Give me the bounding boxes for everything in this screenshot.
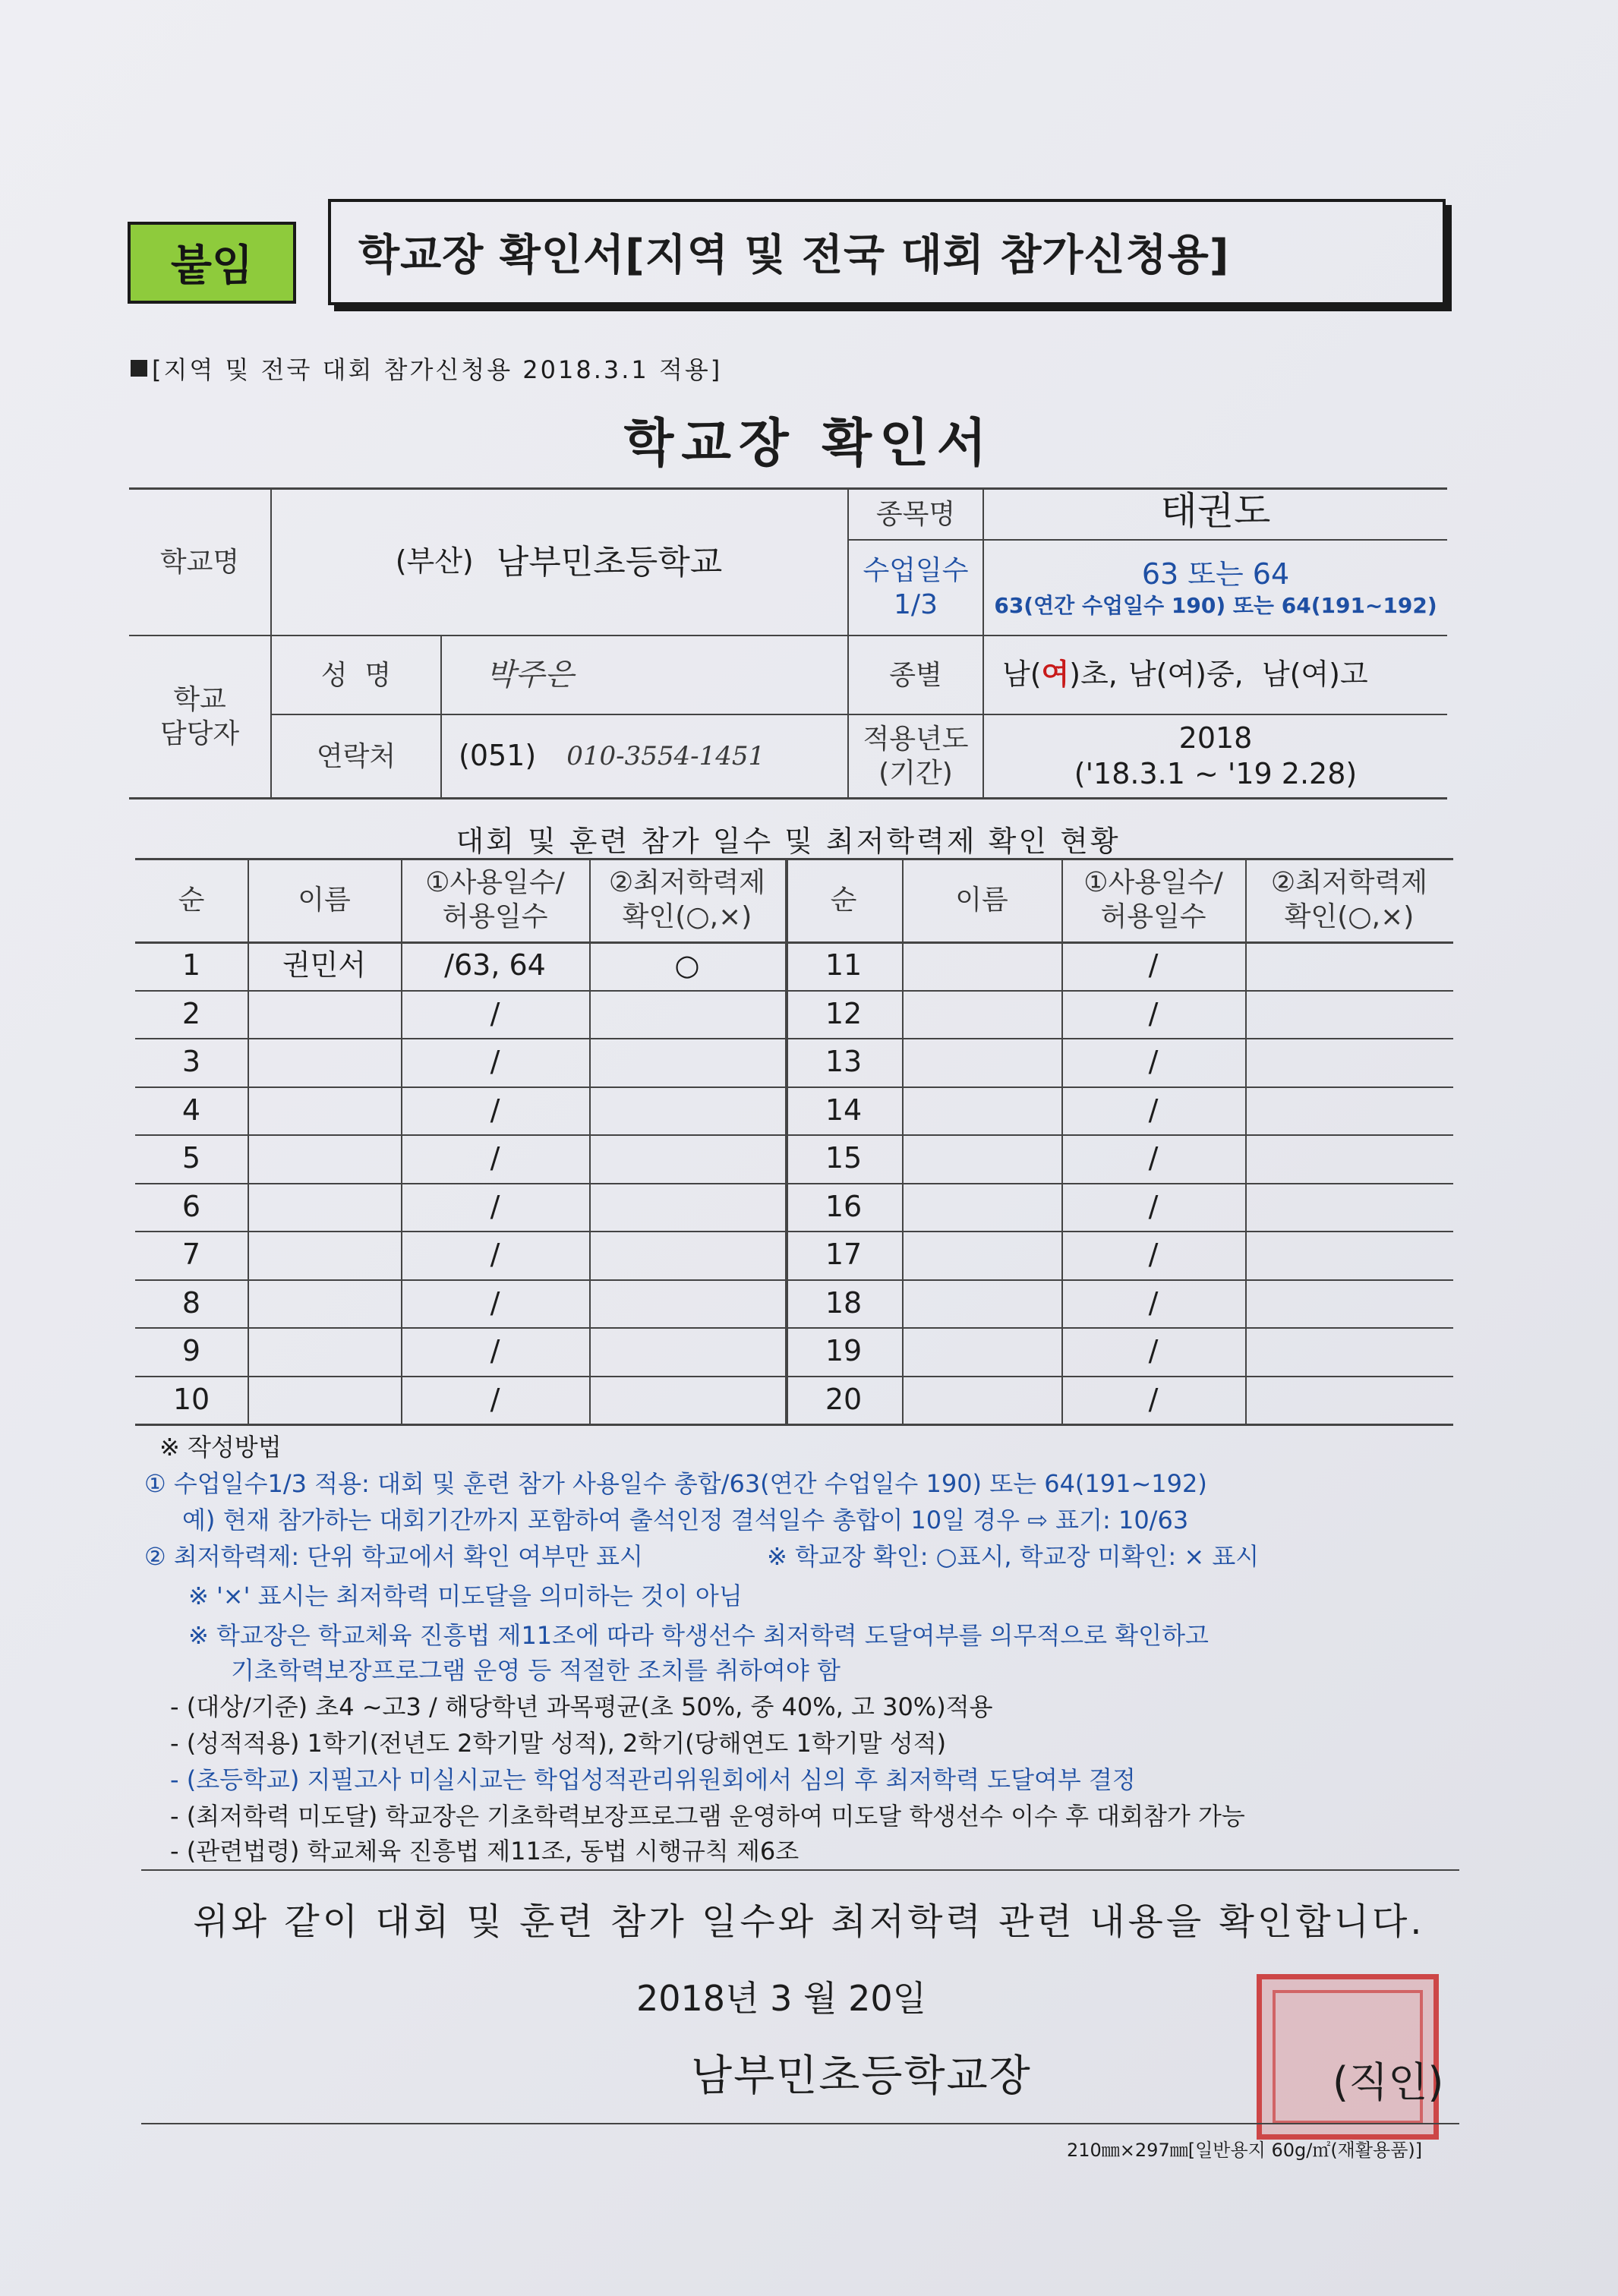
table-row-check [589, 1134, 785, 1183]
table-row-name [248, 1134, 401, 1183]
gender-label: 종별 [889, 659, 942, 691]
table-row-number: 1 [181, 948, 201, 982]
seal-mark: (직인) [1333, 2058, 1444, 2106]
header-no-right-line1: 순 [830, 884, 857, 916]
year-value-cell [984, 715, 1447, 797]
header-no-right [785, 858, 902, 941]
school-days-value: 63 또는 64 [1141, 557, 1290, 591]
header-days-left-line2: 허용일수 [442, 901, 548, 932]
header-name-right [902, 858, 1061, 941]
table-row-days: / [1148, 1141, 1159, 1175]
table-row-number: 5 [181, 1141, 201, 1175]
table-row-name [248, 990, 401, 1039]
table-row-number: 3 [181, 1045, 201, 1078]
phone-cell [459, 715, 846, 797]
phone-label: 연락처 [316, 740, 396, 772]
table-row-days: /63, 64 [444, 948, 546, 982]
table-row-days: / [1148, 1334, 1159, 1367]
note-3a: ② 최저학력제: 단위 학교에서 확인 여부만 표시 [144, 1542, 643, 1571]
table-row-name [248, 1327, 401, 1376]
table-row-days: / [1148, 996, 1159, 1030]
year-label [849, 715, 982, 797]
table-row-number: 20 [825, 1382, 863, 1416]
attachment-badge: 붙임 [128, 222, 296, 304]
school-days-label-line1: 수업일수 [863, 555, 969, 586]
table-row-days: / [1148, 1189, 1159, 1223]
table-row-check [589, 990, 785, 1039]
table-row-days: / [490, 1189, 500, 1223]
gender-rest: 남(여)중, 남(여)고 [1128, 658, 1368, 692]
table-row-number: 11 [825, 948, 863, 982]
gender-elem-c: )초, [1069, 658, 1118, 692]
table-row-name [248, 1231, 401, 1279]
school-label: 학교명 [159, 546, 240, 578]
rule [135, 1424, 1453, 1426]
table-row-days: / [1148, 1093, 1159, 1127]
sport-value: 태권도 [1160, 488, 1271, 533]
note-3b: ※ 학교장 확인: ○표시, 학교장 미확인: × 표시 [767, 1542, 1260, 1571]
table-row-days: / [490, 1141, 500, 1175]
table-row-name [902, 1134, 1061, 1183]
table-row-check [589, 1279, 785, 1328]
header-days-right-line1: ①사용일수/ [1083, 867, 1223, 898]
table-row-check [1245, 941, 1453, 990]
table-row-days: / [490, 1045, 500, 1078]
year-label-line1: 적용년도 [863, 724, 969, 755]
note-10: - (최저학력 미도달) 학교장은 기초학력보장프로그램 운영하여 미도달 학생선수 이수 후 대회참가 가능 [170, 1802, 1245, 1831]
header-days-right [1061, 858, 1245, 941]
header-no-left-line1: 순 [178, 884, 205, 916]
issue-date: 2018년 3 월 20일 [636, 1978, 927, 2019]
school-region: (부산) [395, 544, 474, 579]
gender-elem-circled: 여 [1041, 658, 1070, 692]
contact-label [129, 636, 270, 797]
school-days-label-line2: 1/3 [894, 589, 938, 620]
phone-area-code: (051) [459, 739, 537, 773]
table-row-name [902, 1183, 1061, 1232]
table-row-check [589, 1327, 785, 1376]
table-row-check [1245, 1183, 1453, 1232]
header-min-right-line1: ②최저학력제 [1270, 867, 1428, 898]
table-row-number: 2 [181, 996, 201, 1030]
form-note [131, 351, 722, 386]
table-row-check [589, 1086, 785, 1135]
note-5: ※ 학교장은 학교체육 진흥법 제11조에 따라 학생선수 최저학력 도달여부를 의무적으로 확인하고 [188, 1621, 1209, 1650]
table-row-number: 6 [181, 1189, 201, 1223]
table-row-number: 15 [825, 1141, 863, 1175]
header-name-right-line1: 이름 [955, 884, 1008, 916]
table-row-number: 4 [181, 1093, 201, 1127]
table-row-name: 권민서 [282, 948, 367, 982]
sport-label: 종목명 [875, 498, 956, 530]
rule [141, 1869, 1459, 1871]
table-row-days: / [1148, 948, 1159, 982]
header-min-right [1245, 858, 1453, 941]
table-row-check [1245, 990, 1453, 1039]
table-row-check [589, 1231, 785, 1279]
table-row-name [902, 1038, 1061, 1086]
table-row-check: ○ [674, 948, 700, 982]
table-row-check [1245, 1038, 1453, 1086]
school-name-cell [272, 489, 846, 635]
table-row-check [1245, 1086, 1453, 1135]
table-row-number: 17 [825, 1238, 863, 1271]
contact-label-line2: 담당자 [159, 718, 240, 749]
table-row-check [589, 1038, 785, 1086]
table-row-name [248, 1376, 401, 1424]
table-row-name [902, 941, 1061, 990]
table-row-check [1245, 1231, 1453, 1279]
year-value: 2018 [1178, 721, 1253, 755]
table-row-days: / [1148, 1382, 1159, 1416]
table-row-number: 14 [825, 1093, 863, 1127]
header-min-right-line2: 확인(○,×) [1284, 901, 1415, 932]
table-row-days: / [1148, 1285, 1159, 1320]
phone-number: 010-3554-1451 [566, 740, 765, 771]
header-days-left-line1: ①사용일수/ [425, 867, 565, 898]
contact-label-line1: 학교 [173, 684, 226, 715]
confirmation-statement: 위와 같이 대회 및 훈련 참가 일수와 최저학력 관련 내용을 확인합니다. [193, 1900, 1425, 1943]
table-row-days: / [490, 1238, 500, 1271]
form-note-text: [지역 및 전국 대회 참가신청용 2018.3.1 적용] [152, 355, 723, 384]
table-row-number: 7 [181, 1238, 201, 1271]
header-no-left [135, 858, 248, 941]
header-name-left-line1: 이름 [298, 884, 351, 916]
note-11: - (관련법령) 학교체육 진흥법 제11조, 동법 시행규칙 제6조 [170, 1837, 800, 1866]
table-row-check [1245, 1327, 1453, 1376]
contact-name: 박주은 [486, 658, 574, 692]
table-row-number: 10 [172, 1382, 210, 1416]
notes-title: ※ 작성방법 [159, 1433, 282, 1462]
school-name: 남부민초등학교 [496, 542, 723, 582]
table-row-number: 12 [825, 996, 863, 1030]
header-min-left-line2: 확인(○,×) [622, 901, 752, 932]
table-row-number: 13 [825, 1045, 863, 1078]
year-period: ('18.3.1 ~ '19 2.28) [1074, 757, 1358, 790]
table-row-number: 19 [825, 1334, 863, 1367]
gender-elem-a: 남( [1002, 658, 1042, 692]
header-name-left [248, 858, 401, 941]
paper-spec: 210㎜×297㎜[일반용지 60g/㎡(재활용품)] [1067, 2140, 1423, 2161]
table-row-days: / [490, 1334, 500, 1367]
table-row-check [1245, 1134, 1453, 1183]
header-min-left-line1: ②최저학력제 [608, 867, 766, 898]
table-row-days: / [490, 1382, 500, 1416]
main-title: 학교장 확인서 [623, 414, 995, 474]
table-row-number: 16 [825, 1189, 863, 1223]
table-row-number: 18 [825, 1285, 863, 1320]
gender-value [1002, 636, 1447, 714]
header-days-right-line2: 허용일수 [1100, 901, 1206, 932]
table-row-name [902, 1376, 1061, 1424]
table-row-name [902, 1086, 1061, 1135]
table-row-name [902, 1279, 1061, 1328]
note-2: 예) 현재 참가하는 대회기간까지 포함하여 출석인정 결석일수 총합이 10일 경우 ⇨ 표기: 10/63 [182, 1506, 1189, 1534]
rule [440, 636, 442, 799]
table-row-name [248, 1183, 401, 1232]
table-row-name [902, 1231, 1061, 1279]
table-row-number: 9 [181, 1334, 201, 1367]
header-min-left [589, 858, 785, 941]
table-row-check [589, 1376, 785, 1424]
document-title: 학교장 확인서[지역 및 전국 대회 참가신청용] [328, 199, 1446, 305]
note-9: - (초등학교) 지필고사 미실시교는 학업성적관리위원회에서 심의 후 최저학력 도달여부 결정 [170, 1765, 1136, 1794]
header-days-left [401, 858, 589, 941]
year-label-line2: (기간) [878, 758, 953, 789]
name-label: 성 명 [320, 659, 392, 691]
note-8: - (성적적용) 1학기(전년도 2학기말 성적), 2학기(당해연도 1학기말 성적) [170, 1729, 947, 1758]
table-row-check [589, 1183, 785, 1232]
note-6: 기초학력보장프로그램 운영 등 적절한 조치를 취하여야 함 [231, 1656, 841, 1685]
rule [129, 797, 1447, 800]
table-row-name [248, 1038, 401, 1086]
principal-title: 남부민초등학교장 [691, 2052, 1032, 2101]
table-row-name [902, 990, 1061, 1039]
table-row-check [1245, 1376, 1453, 1424]
school-days-detail: 63(연간 수업일수 190) 또는 64(191~192) [994, 593, 1437, 619]
table-caption: 대회 및 훈련 참가 일수 및 최저학력제 확인 현황 [456, 825, 1121, 859]
table-row-number: 8 [181, 1285, 201, 1320]
table-row-days: / [1148, 1045, 1159, 1078]
school-days-label [849, 541, 982, 635]
table-row-days: / [1148, 1238, 1159, 1271]
table-row-name [902, 1327, 1061, 1376]
note-4: ※ '×' 표시는 최저학력 미도달을 의미하는 것이 아님 [188, 1582, 743, 1610]
table-row-days: / [490, 1285, 500, 1320]
table-row-days: / [490, 996, 500, 1030]
table-row-name [248, 1279, 401, 1328]
note-7: - (대상/기준) 초4 ~고3 / 해당학년 과목평균(초 50%, 중 40%, 고 30%)적용 [170, 1692, 993, 1721]
rule [141, 2123, 1459, 2124]
note-1: ① 수업일수1/3 적용: 대회 및 훈련 참가 사용일수 총합/63(연간 수업일수 190) 또는 64(191~192) [144, 1469, 1207, 1498]
square-bullet-icon [131, 360, 147, 377]
table-row-check [1245, 1279, 1453, 1328]
school-days-value-cell [984, 541, 1447, 635]
table-row-name [248, 1086, 401, 1135]
table-row-days: / [490, 1093, 500, 1127]
